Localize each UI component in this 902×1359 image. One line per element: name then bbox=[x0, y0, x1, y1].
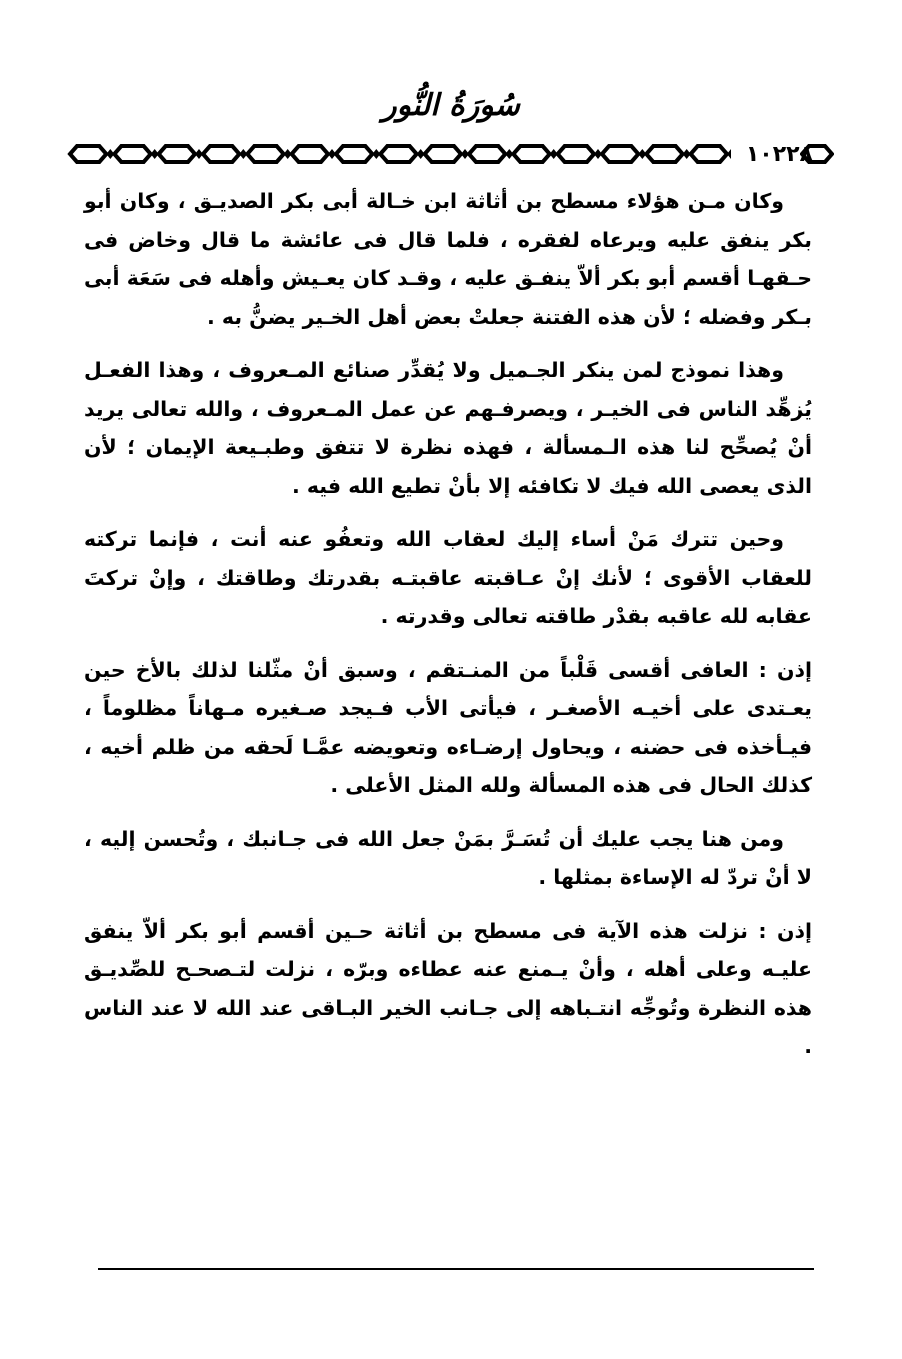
page-number: ١٠٢٢٨ bbox=[745, 142, 813, 167]
paragraph: إذن : نزلت هذه الآية فى مسطح بن أثاثة حـين أقسم أبو بكر ألاّ ينفق عليـه وعلى أهله ، وأنْ يـمنع عنه عطاءه وبرّه ، نزلت لتـصحـح للصِّديـق هذه النظرة وتُوجِّه انتـباهه إلى جـانب الخير البـاقى عند الله لا عند الناس . bbox=[84, 918, 812, 1058]
footer-rule bbox=[98, 1268, 814, 1270]
decorative-border bbox=[66, 143, 731, 165]
paragraph: وكان مـن هؤلاء مسطح بن أثاثة ابن خـالة أبى بكر الصديـق ، وكان أبو بكر ينفق عليه ويرعاه لفقره ، فلما قال فى عائشة ما قال وخاض فى حـقهـا أقسم أبو بكر ألاّ ينفـق عليه ، وقـد كان يعـيش وأهله فى سَعَة أبى بـكر وفضله ؛ لأن هذه الفتنة جعلتْ بعض أهل الخـير يضنُّ به . bbox=[84, 189, 812, 329]
paragraph: إذن : العافى أقسى قَلْباً من المنـتقم ، وسبق أنْ مثّلنا لذلك بالأخ حين يعـتدى على أخيـه الأصغـر ، فيأتى الأب فـيجد صـغيره مـهاناً مظلوماً ، فيـأخذه فى حضنه ، ويحاول إرضـاءه وتعويضه عمَّـا لَحقه من ظلم أخيه ، كذلك الحال فى هذه المسألة ولله المثل الأعلى . bbox=[84, 657, 812, 797]
surah-title: سُورَةُ النُّور bbox=[382, 88, 520, 123]
paragraph: وحين تترك مَنْ أساء إليك لعقاب الله وتعفُو عنه أنت ، فإنما تركته للعقاب الأقوى ؛ لأنك إنْ عـاقبته عاقبتـه بقدرتك وطاقتك ، وإنْ تركتَ عقابه لله عاقبه بقدْر طاقته تعالى وقدرته . bbox=[84, 527, 812, 628]
paragraph: وهذا نموذج لمن ينكر الجـميل ولا يُقدِّر صنائع المـعروف ، وهذا الفعـل يُزهِّد الناس فى الخيـر ، ويصرفـهم عن عمل المـعروف ، والله تعالى يريد أنْ يُصحِّح لنا هذه الـمسألة ، فهذه نظرة لا تتفق وطبـيعة الإيمان ؛ لأن الذى يعصى الله فيك لا تكافئه إلا بأنْ تطيع الله فيه . bbox=[84, 358, 812, 498]
paragraph: ومن هنا يجب عليك أن تُسَـرَّ بمَنْ جعل الله فى جـانبك ، وتُحسن إليه ، لا أنْ تردّ له الإساءة بمثلها . bbox=[84, 826, 812, 889]
body-text bbox=[84, 182, 812, 1066]
